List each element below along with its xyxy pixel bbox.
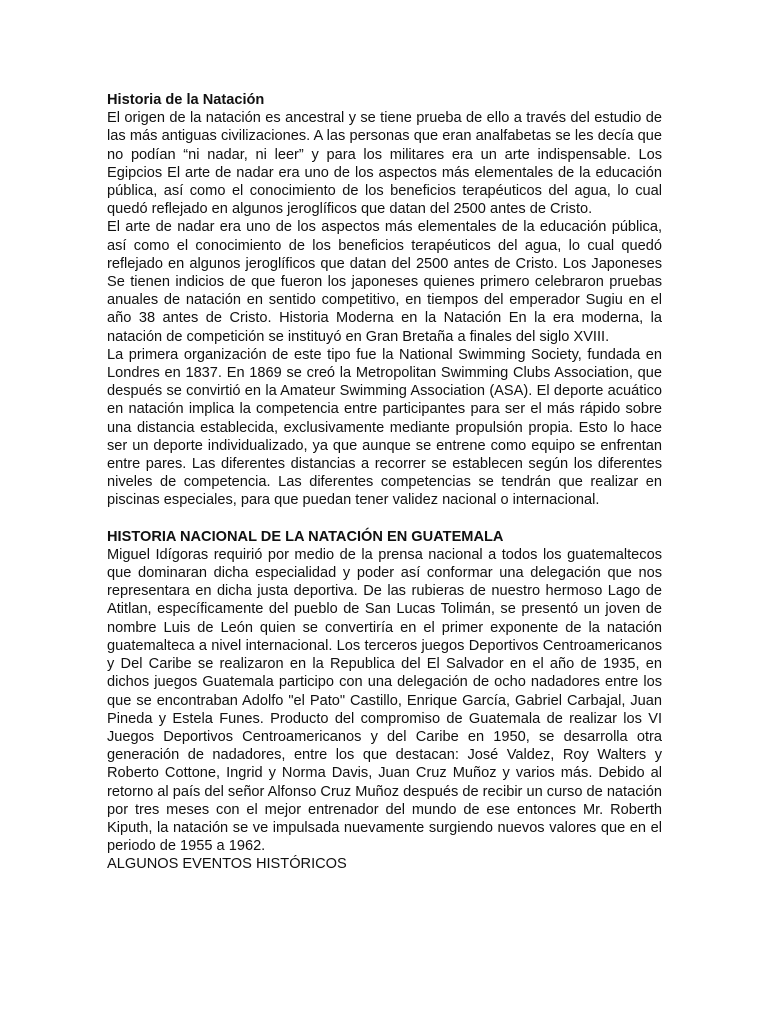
- subheading-eventos: ALGUNOS EVENTOS HISTÓRICOS: [107, 856, 347, 873]
- paragraph-arte-de-nadar: El arte de nadar era uno de los aspectos más elementales de la educación pública, así como el conocimiento de los beneficios terapéuticos del agua, lo cual quedó reflejado en algunos jeroglíficos que datan del 2500 antes de Cristo. Los Japoneses Se tienen indicios de que fueron los japoneses quienes primero celebraron pruebas anuales de natación en sentido competitivo, en tiempos del emperador Sugiu en el año 38 antes de Cristo. Historia Moderna en la Natación En la era moderna, la natación de competición se instituyó en Gran Bretaña a finales del siglo XVIII.: [107, 219, 662, 345]
- document-page: [107, 91, 662, 874]
- paragraph-origen: El origen de la natación es ancestral y se tiene prueba de ello a través del estudio de las más antiguas civilizaciones. A las personas que eran analfabetas se les decía que no podían “ni nadar, ni leer” y para los militares era un arte indispensable. Los Egipcios El arte de nadar era uno de los aspectos más elementales de la educación pública, así como el conocimiento de los beneficios terapéuticos del agua, lo cual quedó reflejado en algunos jeroglíficos que datan del 2500 antes de Cristo.: [107, 110, 662, 218]
- paragraph-guatemala: Miguel Idígoras requirió por medio de la prensa nacional a todos los guatemaltecos que dominaran dicha especialidad y poder así conformar una delegación que nos representara en dicha justa deportiva. De las rubieras de nuestro hermoso Lago de Atitlan, específicamente del pueblo de San Lucas Tolimán, se presentó un joven de nombre Luis de León quien se convertiría en el primer exponente de la natación guatemalteca a nivel internacional. Los terceros juegos Deportivos Centroamericanos y Del Caribe se realizaron en la Republica del El Salvador en el año de 1935, en dichos juegos Guatemala participo con una delegación de ocho nadadores entre los que se encontraban Adolfo "el Pato" Castillo, Enrique García, Gabriel Carbajal, Juan Pineda y Estela Funes. Producto del compromiso de Guatemala de realizar los VI Juegos Deportivos Centroamericanos y del Caribe en 1950, se desarrolla otra generación de nadadores, entre los que destacan: José Valdez, Roy Walters y Roberto Cottone, Ingrid y Norma Davis, Juan Cruz Muñoz y varios más. Debido al retorno al país del señor Alfonso Cruz Muñoz después de recibir un curso de natación por tres meses con el mejor entrenador del mundo de ese entonces Mr. Roberth Kiputh, la natación se ve impulsada nuevamente surgiendo nuevos valores que en el periodo de 1955 a 1962.: [107, 546, 662, 855]
- section-title-historia: Historia de la Natación: [107, 92, 265, 108]
- paragraph-organizacion: La primera organización de este tipo fue la National Swimming Society, fundada en Londres en 1837. En 1869 se creó la Metropolitan Swimming Clubs Association, que después se convirtió en la Amateur Swimming Association (ASA). El deporte acuático en natación implica la competencia entre participantes para ser el más rápido sobre una distancia establecida, exclusivamente mediante propulsión propia. Esto lo hace ser un deporte individualizado, ya que aunque se entrene como equipo se enfrentan entre pares. Las diferentes distancias a recorrer se establecen según los diferentes niveles de competencia. Las diferentes competencias se tendrán que realizar en piscinas especiales, para que puedan tener validez nacional o internacional.: [107, 346, 662, 509]
- section-title-guatemala: HISTORIA NACIONAL DE LA NATACIÓN EN GUATEMALA: [107, 528, 504, 545]
- section-gap: [107, 510, 662, 528]
